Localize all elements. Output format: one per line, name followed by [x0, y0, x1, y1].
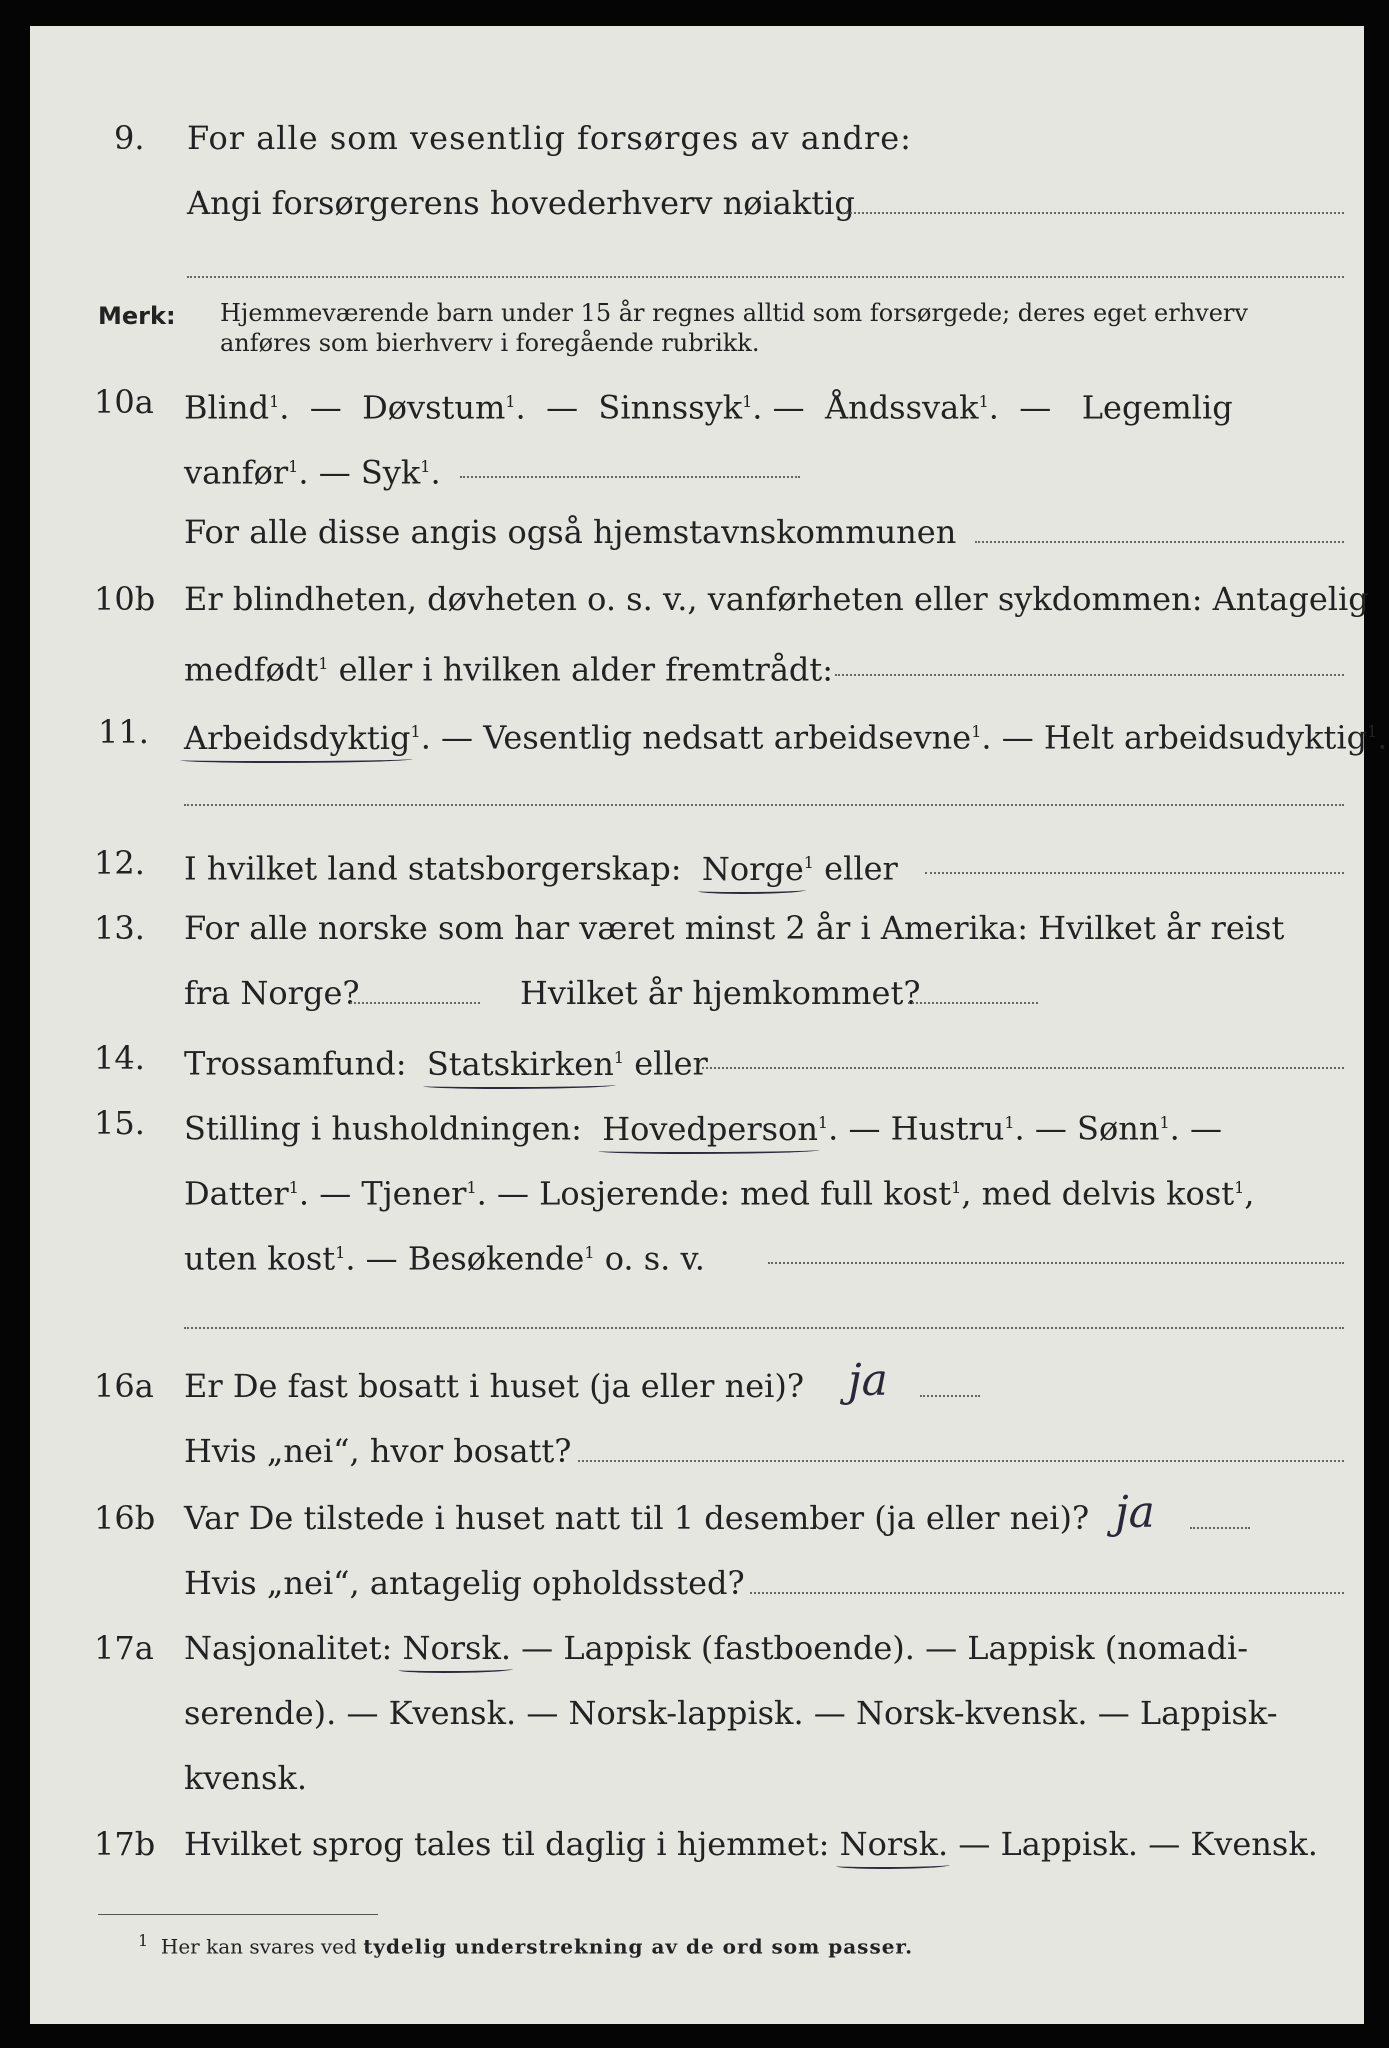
q10a-answer-field[interactable] [460, 476, 800, 478]
opt-statskirken[interactable]: Statskirken [426, 1044, 614, 1083]
q12-line: I hvilket land statsborgerskap: Norge$^1$ eller [184, 849, 898, 888]
opt-norsk-17a[interactable]: Norsk. [402, 1629, 511, 1667]
merk-label: Merk: [98, 302, 176, 330]
q17a-line2: serende). — Kvensk. — Norsk-lappisk. — Norsk-kvensk. — Lappisk- [184, 1694, 1278, 1732]
q9-answer-field[interactable] [842, 212, 1344, 214]
q10a-number: 10a [94, 383, 154, 421]
opt-delvis-kost[interactable]: med delvis kost [981, 1174, 1235, 1213]
q10a-line1: Blind$^1$. — Døvstum$^1$. — Sinnssyk$^1$. — Åndssvak$^1$. — Legemlig [184, 388, 1233, 427]
opt-besokende[interactable]: Besøkende [407, 1239, 585, 1278]
census-form-page [30, 26, 1388, 2024]
q15-line2: Datter$^1$. — Tjener$^1$. — Losjerende: med full kost$^1$, med delvis kost$^1$, [184, 1174, 1255, 1213]
q15-number: 15. [94, 1104, 145, 1142]
q16a-bosatt-field[interactable] [578, 1460, 1344, 1462]
q11-number: 11. [98, 713, 149, 751]
q16b-answer-field[interactable] [1190, 1527, 1250, 1529]
q15-line1: Stilling i husholdningen: Hovedperson$^1$. — Hustru$^1$. — Sønn$^1$. — [184, 1109, 1222, 1148]
opt-vanfor[interactable]: vanfør [184, 453, 289, 492]
q16a-answer-field[interactable] [920, 1395, 980, 1397]
footnote-rule [98, 1914, 378, 1915]
q13-line1: For alle norske som har været minst 2 år i Amerika: Hvilket år reist [184, 909, 1285, 947]
q13-hjemkommet: Hvilket år hjemkommet? [520, 974, 921, 1012]
q10b-line2: medfødt$^1$ eller i hvilken alder fremtrådt: [184, 650, 834, 689]
opt-arbeidsdyktig[interactable]: Arbeidsdyktig [184, 718, 411, 757]
opt-medfodt[interactable]: medfødt [184, 650, 319, 689]
q16a-number: 16a [94, 1367, 154, 1405]
q16b-opholdssted-field[interactable] [750, 1592, 1344, 1594]
merk-line1: Hjemmeværende barn under 15 år regnes alltid som forsørgede; deres eget erhverv [220, 299, 1248, 327]
q10b-line2-rest: eller i hvilken alder fremtrådt: [338, 650, 834, 689]
opt-helt-arbeidsudyktig[interactable]: Helt arbeidsudyktig [1043, 718, 1368, 757]
q16b-handwritten-answer[interactable]: ja [1115, 1487, 1155, 1538]
opt-full-kost[interactable]: med full kost [740, 1174, 952, 1213]
q9-line2: Angi forsørgerens hovederhverv nøiaktig [187, 184, 855, 222]
q17a-label: Nasjonalitet: [184, 1629, 393, 1667]
opt-datter[interactable]: Datter [184, 1174, 289, 1213]
opt-dovstum[interactable]: Døvstum [362, 388, 506, 427]
footnote-mark: 1 [138, 1931, 149, 1950]
q10a-line2: vanfør$^1$. — Syk$^1$. [184, 453, 441, 492]
opt-syk[interactable]: Syk [360, 453, 421, 492]
q14-eller: eller [634, 1044, 708, 1083]
q14-number: 14. [94, 1039, 145, 1077]
q17a-line1-rest: — Lappisk (fastboende). — Lappisk (nomadi- [521, 1629, 1249, 1667]
q13-fra-norge: fra Norge? [184, 974, 360, 1012]
opt-sinnssyk[interactable]: Sinnssyk [598, 388, 743, 427]
q14-text: Trossamfund: [184, 1044, 407, 1083]
q17a-line3: kvensk. [184, 1759, 307, 1797]
q14-answer-field[interactable] [702, 1067, 1344, 1069]
opt-norge[interactable]: Norge [701, 849, 804, 888]
q17b-line [184, 1824, 1318, 1864]
q12-answer-field[interactable] [925, 872, 1344, 874]
q16a-handwritten-answer[interactable]: ja [848, 1355, 888, 1406]
opt-hustru[interactable]: Hustru [890, 1109, 1005, 1148]
q14-line: Trossamfund: Statskirken$^1$ eller [184, 1044, 708, 1083]
footnote-text: Her kan svares ved [160, 1934, 357, 1959]
q13-number: 13. [94, 909, 145, 947]
opt-tjener[interactable]: Tjener [361, 1174, 467, 1213]
q9-answer-field-2[interactable] [187, 276, 1344, 278]
q12-number: 12. [94, 844, 145, 882]
q13-hjemkommet-field[interactable] [908, 1002, 1038, 1004]
q16a-line2: Hvis „nei“, hvor bosatt? [184, 1432, 572, 1470]
q13-reist-field[interactable] [350, 1002, 480, 1004]
q15-osv: o. s. v. [604, 1239, 705, 1278]
q12-eller: eller [824, 849, 898, 888]
q15-answer-field-2[interactable] [184, 1327, 1344, 1329]
q12-text: I hvilket land statsborgerskap: [184, 849, 682, 888]
opt-hovedperson[interactable]: Hovedperson [602, 1109, 818, 1148]
opt-norsk-17b[interactable]: Norsk. [839, 1825, 949, 1863]
q15-answer-field[interactable] [768, 1262, 1344, 1264]
q16a-line1: Er De fast bosatt i huset (ja eller nei)? [184, 1367, 805, 1405]
q10a-line3: For alle disse angis også hjemstavnskommunen [184, 513, 957, 551]
q9-line1: For alle som vesentlig forsørges av andre: [187, 119, 912, 157]
q17b-rest: — Lappisk. — Kvensk. [958, 1825, 1318, 1863]
q10a-kommune-field[interactable] [975, 541, 1344, 543]
q10b-number: 10b [94, 580, 156, 618]
q17b-text: Hvilket sprog tales til daglig i hjemmet: [184, 1825, 830, 1863]
q11-line: Arbeidsdyktig$^1$. — Vesentlig nedsatt arbeidsevne$^1$. — Helt arbeidsudyktig$^1$. [184, 718, 1388, 757]
q15-line3: uten kost$^1$. — Besøkende$^1$ o. s. v. [184, 1239, 705, 1278]
footnote-bold: tydelig understrekning av de ord som passer. [363, 1934, 914, 1959]
q17a-number: 17a [94, 1629, 154, 1667]
q10b-answer-field[interactable] [835, 674, 1344, 676]
q11-answer-field[interactable] [184, 804, 1344, 806]
opt-nedsatt-arbeidsevne[interactable]: Vesentlig nedsatt arbeidsevne [483, 718, 972, 757]
q15-losjerende: Losjerende: [539, 1174, 730, 1213]
q17b-number: 17b [94, 1825, 156, 1863]
opt-andssvak[interactable]: Åndssvak [824, 388, 979, 427]
q15-text: Stilling i husholdningen: [184, 1109, 582, 1148]
opt-legemlig[interactable]: Legemlig [1081, 388, 1233, 427]
merk-line2: anføres som bierhverv i foregående rubrikk. [220, 329, 760, 357]
q16b-line1: Var De tilstede i huset natt til 1 desember (ja eller nei)? [184, 1499, 1090, 1537]
footnote [138, 1928, 913, 1960]
opt-sonn[interactable]: Sønn [1077, 1109, 1160, 1148]
q9-number: 9. [114, 119, 145, 157]
opt-uten-kost[interactable]: uten kost [184, 1239, 336, 1278]
q17a-line1 [184, 1628, 1248, 1668]
q10b-line1: Er blindheten, døvheten o. s. v., vanførheten eller sykdommen: Antagelig [184, 580, 1369, 618]
opt-blind[interactable]: Blind [184, 388, 270, 427]
q16b-line2: Hvis „nei“, antagelig opholdssted? [184, 1564, 745, 1602]
q16b-number: 16b [94, 1499, 156, 1537]
